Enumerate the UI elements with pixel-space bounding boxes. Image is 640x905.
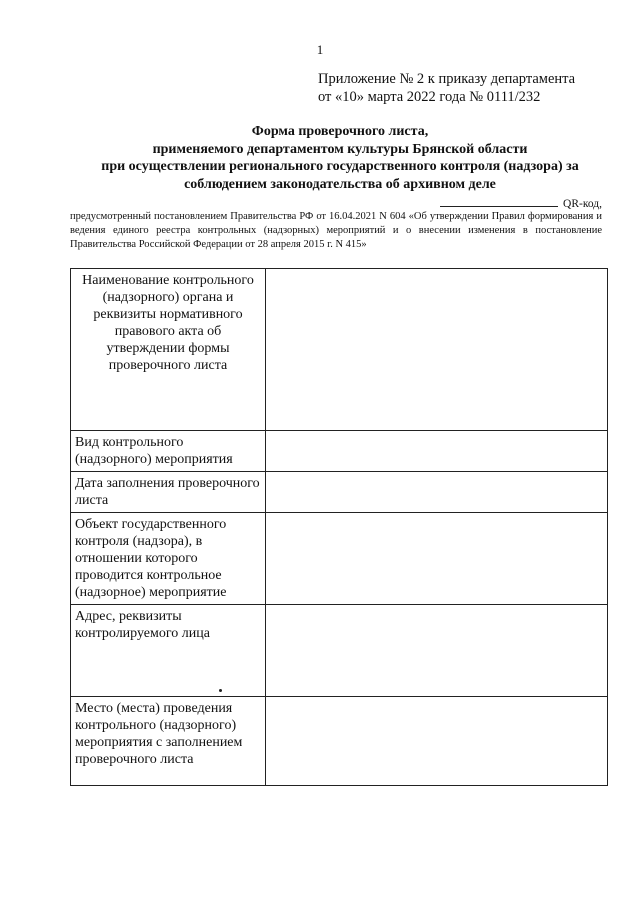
row-value-event-type[interactable] <box>266 431 608 472</box>
form-title-line-2: применяемого департаментом культуры Брянской области <box>152 141 528 157</box>
appendix-line-2: от «10» марта 2022 года № 0111/232 <box>318 89 541 105</box>
row-label-control-body: Наименование контрольного (надзорного) органа и реквизиты нормативного правового акта об утверждении формы проверочного листа <box>71 269 266 431</box>
row-value-control-body[interactable] <box>266 269 608 431</box>
qr-code-label: QR-код, <box>563 198 602 210</box>
row-value-control-object[interactable] <box>266 513 608 605</box>
form-title-line-4: соблюдением законодательства об архивном деле <box>184 176 496 192</box>
appendix-line-1: Приложение № 2 к приказу департамента <box>318 71 576 87</box>
row-value-fill-date[interactable] <box>266 472 608 513</box>
form-title-line-1: Форма проверочного листа, <box>251 124 429 139</box>
table-row <box>71 513 608 605</box>
row-label-fill-date: Дата заполнения проверочного листа <box>71 472 266 513</box>
table-row <box>71 269 608 431</box>
table-row <box>71 472 608 513</box>
form-title <box>60 123 620 193</box>
page-number: 1 <box>316 42 324 57</box>
row-label-event-place: Место (места) проведения контрольного (надзорного) мероприятия с заполнением проверочного листа <box>71 697 266 786</box>
row-label-event-type: Вид контрольного (надзорного) мероприятия <box>71 431 266 472</box>
row-value-event-place[interactable] <box>266 697 608 786</box>
row-value-address[interactable] <box>266 605 608 697</box>
scan-speck <box>219 689 222 692</box>
qr-code-description: предусмотренный постановлением Правительства РФ от 16.04.2021 N 604 «Об утверждении Правил формирования и ведения единого реестра контрольных (надзорных) мероприятий и о внесении изменения в постановление Правительства Российской Федерации от 28 апреля 2015 г. N 415» <box>70 211 602 250</box>
inspection-form-table <box>70 268 608 786</box>
appendix-reference <box>318 70 618 106</box>
qr-code-line <box>70 196 602 210</box>
table-row <box>71 605 608 697</box>
form-title-line-3: при осуществлении регионального государственного контроля (надзора) за <box>101 159 579 174</box>
table-row <box>71 697 608 786</box>
row-label-address: Адрес, реквизиты контролируемого лица <box>71 605 266 697</box>
table-row <box>71 431 608 472</box>
qr-code-blank <box>440 196 558 207</box>
row-label-control-object: Объект государственного контроля (надзора), в отношении которого проводится контрольное (надзорное) мероприятие <box>71 513 266 605</box>
